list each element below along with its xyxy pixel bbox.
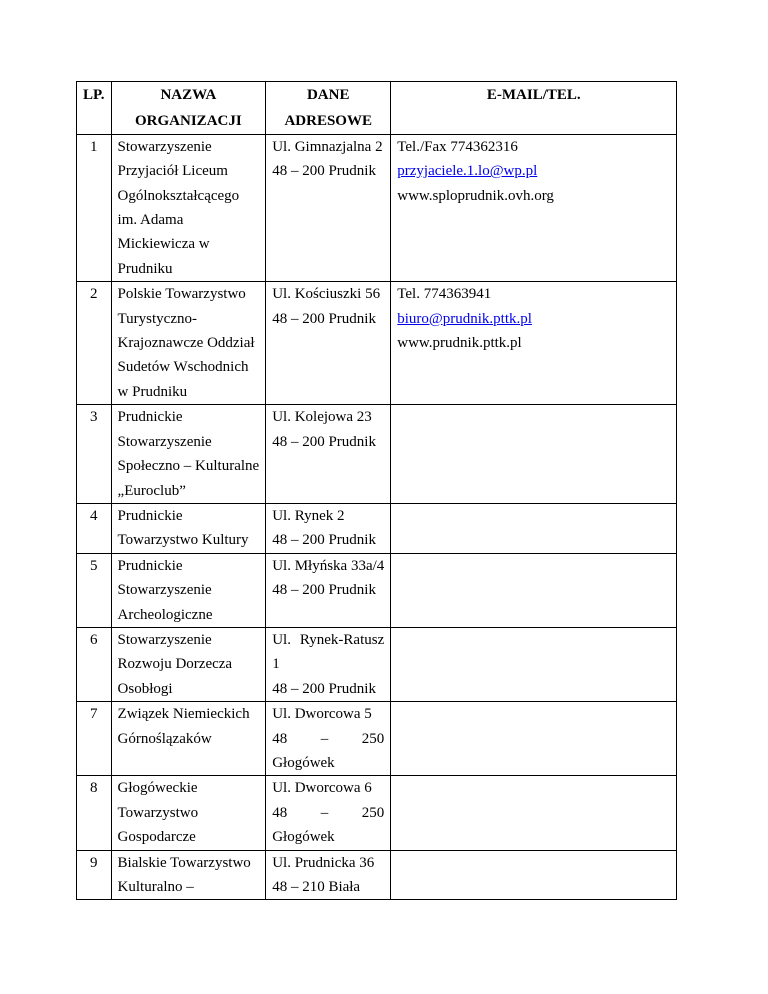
header-contact-label: E-MAIL/TEL. [486, 87, 581, 103]
postal-code-part: – [320, 730, 329, 747]
website-text: www.sploprudnik.ovh.org [397, 187, 554, 204]
address-line: 48 – 200 Prudnik [272, 433, 376, 450]
address-line: Ul. Kolejowa 23 [272, 409, 372, 426]
organization-contact [391, 282, 677, 405]
organization-name [111, 627, 266, 701]
phone: Tel. 774363941 [397, 286, 492, 303]
header-contact [391, 82, 677, 135]
name-line: Kulturalno – [117, 879, 194, 895]
name-line: Prudnickie [117, 409, 183, 426]
table-header [77, 82, 677, 135]
organization-contact [391, 850, 677, 900]
row-number: 1 [77, 134, 112, 281]
postal-code-part: 48 [272, 730, 288, 747]
name-line: Rozwoju Dorzecza [117, 656, 233, 673]
address-line: Ul. Dworcowa 5 [272, 706, 372, 723]
organization-address [266, 850, 391, 900]
table-row [77, 503, 677, 553]
header-name-line: NAZWA [160, 87, 217, 103]
address-line: Ul. Gimnazjalna 2 [272, 138, 383, 155]
organization-contact [391, 503, 677, 553]
address-line: Głogówek [272, 754, 335, 771]
row-number: 5 [77, 553, 112, 627]
organization-contact [391, 134, 677, 281]
organization-name [111, 850, 266, 900]
name-line: Górnoślązaków [117, 730, 212, 747]
organization-name [111, 553, 266, 627]
row-number: 7 [77, 702, 112, 776]
address-line: 48 – 210 Biała [272, 879, 361, 895]
name-line: Prudnickie [117, 507, 183, 524]
name-line: Ogólnokształcącego [117, 187, 240, 204]
table-row [77, 850, 677, 900]
address-line [272, 727, 384, 751]
postal-code-part: 250 [361, 730, 385, 747]
address-line: Głogówek [272, 829, 335, 846]
organization-contact [391, 553, 677, 627]
organization-contact [391, 776, 677, 850]
address-line: Ul. Kościuszki 56 [272, 286, 381, 303]
organization-name [111, 134, 266, 281]
website-text: www.prudnik.pttk.pl [397, 335, 522, 352]
address-line [272, 801, 384, 825]
address-line: 48 – 200 Prudnik [272, 582, 376, 599]
name-line: Sudetów Wschodnich [117, 359, 249, 376]
address-word: Rynek-Ratusz [299, 631, 385, 648]
table-row [77, 282, 677, 405]
address-line: Ul. Rynek 2 [272, 507, 345, 524]
table-row [77, 702, 677, 776]
name-line: Prudnickie [117, 557, 183, 574]
name-line: Gospodarcze [117, 829, 196, 846]
header-address-line: DANE [306, 87, 350, 103]
organization-address [266, 282, 391, 405]
address-line: 48 – 200 Prudnik [272, 163, 376, 180]
address-line: Ul. Dworcowa 6 [272, 780, 372, 797]
name-line: Bialskie Towarzystwo [117, 854, 251, 871]
postal-code-part: 48 [272, 804, 288, 821]
organization-contact [391, 627, 677, 701]
organization-name [111, 503, 266, 553]
header-address [266, 82, 391, 135]
organization-contact [391, 405, 677, 504]
header-lp-label: LP. [83, 87, 105, 103]
organization-address [266, 405, 391, 504]
name-line: Głogóweckie [117, 780, 198, 797]
row-number: 6 [77, 627, 112, 701]
address-word: Ul. [272, 631, 291, 648]
name-line: Społeczno – Kulturalne [117, 458, 260, 475]
name-line: Przyjaciół Liceum [117, 163, 228, 180]
name-line: Archeologiczne [117, 606, 213, 623]
organization-name [111, 776, 266, 850]
organization-address [266, 503, 391, 553]
header-name [111, 82, 266, 135]
organization-address [266, 553, 391, 627]
address-line: 48 – 200 Prudnik [272, 532, 376, 549]
address-line: 48 – 200 Prudnik [272, 680, 376, 697]
address-line: 48 – 200 Prudnik [272, 310, 376, 327]
name-line: Towarzystwo [117, 804, 199, 821]
name-line: Stowarzyszenie [117, 433, 212, 450]
name-line: im. Adama [117, 212, 184, 229]
address-line: Ul. Młyńska 33a/4 [272, 557, 385, 574]
table-row [77, 553, 677, 627]
table-row [77, 776, 677, 850]
name-line: Krajoznawcze Oddział [117, 335, 255, 352]
table-row [77, 405, 677, 504]
organization-address [266, 627, 391, 701]
row-number: 3 [77, 405, 112, 504]
organization-address [266, 134, 391, 281]
header-row [77, 82, 677, 135]
name-line: w Prudniku [117, 383, 188, 400]
name-line: Osobłogi [117, 680, 173, 697]
organization-name [111, 282, 266, 405]
organization-name [111, 405, 266, 504]
organization-address [266, 776, 391, 850]
name-line: „Euroclub” [117, 482, 186, 499]
name-line: Mickiewicza w [117, 236, 210, 253]
header-lp [77, 82, 112, 135]
row-number: 8 [77, 776, 112, 850]
row-number: 9 [77, 850, 112, 900]
organization-contact [391, 702, 677, 776]
name-line: Związek Niemieckich [117, 706, 250, 723]
address-line: 1 [272, 656, 280, 673]
name-line: Stowarzyszenie [117, 631, 212, 648]
name-line: Polskie Towarzystwo [117, 286, 246, 303]
postal-code-part: – [320, 804, 329, 821]
name-line: Towarzystwo Kultury [117, 532, 249, 549]
row-number: 2 [77, 282, 112, 405]
organization-name [111, 702, 266, 776]
name-line: Stowarzyszenie [117, 582, 212, 599]
table-row [77, 627, 677, 701]
phone-fax: Tel./Fax 774362316 [397, 138, 518, 155]
name-line: Prudniku [117, 260, 173, 277]
address-line [272, 628, 384, 652]
organizations-table [76, 81, 677, 900]
table-row [77, 134, 677, 281]
name-line: Turystyczno- [117, 310, 197, 327]
postal-code-part: 250 [361, 804, 385, 821]
name-line: Stowarzyszenie [117, 138, 212, 155]
row-number: 4 [77, 503, 112, 553]
organization-address [266, 702, 391, 776]
address-line: Ul. Prudnicka 36 [272, 854, 375, 871]
email-link[interactable]: biuro@prudnik.pttk.pl [397, 310, 532, 327]
header-name-line: ORGANIZACJI [135, 113, 242, 130]
email-link[interactable]: przyjaciele.1.lo@wp.pl [397, 163, 538, 180]
header-address-line: ADRESOWE [284, 113, 372, 130]
